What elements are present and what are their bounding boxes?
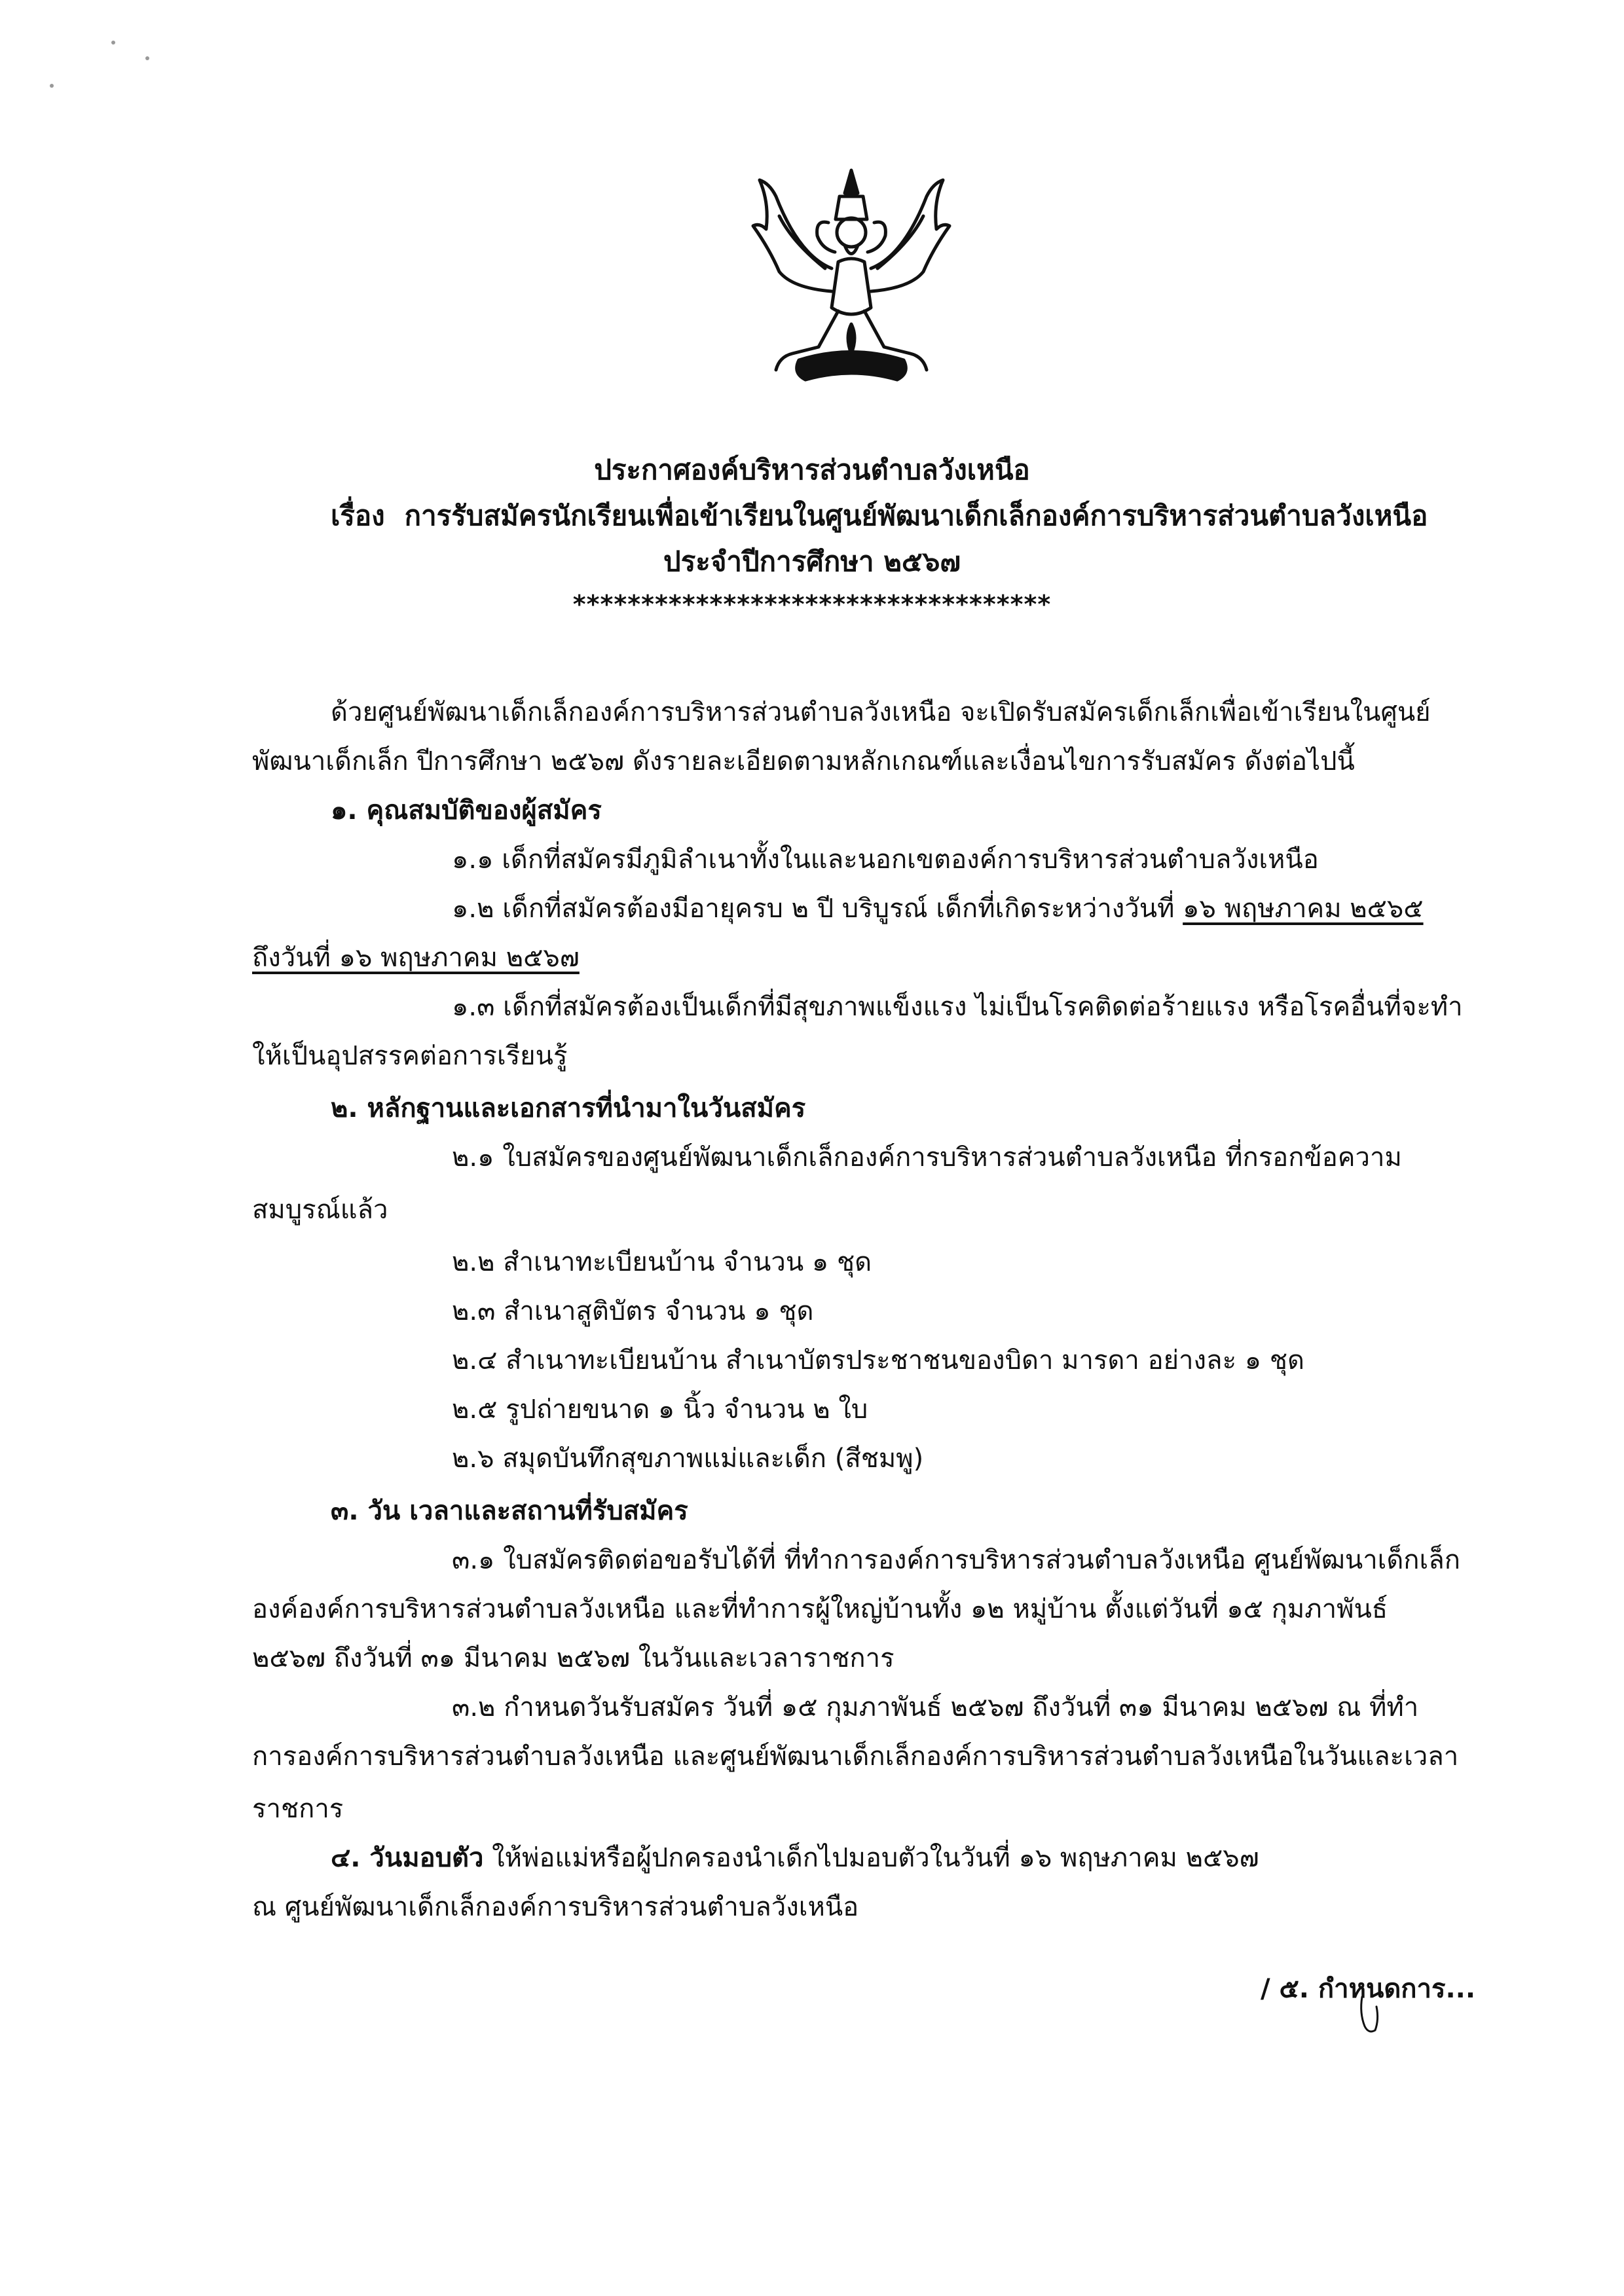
section-1-item-2-text: ๑.๒ เด็กที่สมัครต้องมีอายุครบ ๒ ปี บริบูรณ์ เด็กที่เกิดระหว่างวันที่ bbox=[452, 894, 1183, 924]
section-2-title: ๒. หลักฐานและเอกสารที่นำมาในวันสมัคร bbox=[331, 1093, 806, 1123]
subject-text: การรับสมัครนักเรียนเพื่อเข้าเรียนในศูนย์พัฒนาเด็กเล็กองค์การบริหารส่วนตำบลวังเหนือ bbox=[404, 500, 1428, 532]
section-2-item-4: ๒.๔ สำเนาทะเบียนบ้าน สำเนาบัตรประชาชนของบิดา มารดา อย่างละ ๑ ชุด bbox=[452, 1345, 1304, 1376]
section-2-item-6: ๒.๖ สมุดบันทึกสุขภาพแม่และเด็ก (สีชมพู) bbox=[452, 1444, 924, 1474]
intro-line-2: พัฒนาเด็กเล็ก ปีการศึกษา ๒๕๖๗ ดังรายละเอียดตามหลักเกณฑ์และเงื่อนไขการรับสมัคร ดังต่อไปนี้ bbox=[252, 746, 1355, 776]
academic-year: ประจำปีการศึกษา ๒๕๖๗ bbox=[663, 545, 961, 577]
section-2-item-3: ๒.๓ สำเนาสูติบัตร จำนวน ๑ ชุด bbox=[452, 1296, 814, 1326]
separator-stars: *********************************** bbox=[572, 590, 1052, 619]
scan-speck bbox=[111, 41, 115, 45]
section-3-item-1: ๓.๑ ใบสมัครติดต่อขอรับได้ที่ ที่ทำการองค์การบริหารส่วนตำบลวังเหนือ ศูนย์พัฒนาเด็กเล็ก bbox=[452, 1545, 1460, 1575]
subject-line bbox=[331, 498, 1428, 534]
section-1-item-3-cont: ให้เป็นอุปสรรคต่อการเรียนรู้ bbox=[252, 1041, 568, 1071]
section-2-item-1-cont: สมบูรณ์แล้ว bbox=[252, 1195, 388, 1225]
section-4-text: ให้พ่อแม่หรือผู้ปกครองนำเด็กไปมอบตัวในวันที่ ๑๖ พฤษภาคม ๒๕๖๗ bbox=[483, 1843, 1259, 1873]
section-1-title: ๑. คุณสมบัติของผู้สมัคร bbox=[331, 795, 602, 826]
section-3-title: ๓. วัน เวลาและสถานที่รับสมัคร bbox=[331, 1496, 688, 1526]
section-1-item-2-cont: ถึงวันที่ ๑๖ พฤษภาคม ๒๕๖๗ bbox=[252, 943, 580, 973]
initial-mark-icon bbox=[1357, 1994, 1383, 2039]
scan-speck bbox=[50, 84, 54, 88]
section-4-title: ๔. วันมอบตัว bbox=[331, 1843, 484, 1873]
intro-line-1: ด้วยศูนย์พัฒนาเด็กเล็กองค์การบริหารส่วนตำบลวังเหนือ จะเปิดรับสมัครเด็กเล็กเพื่อเข้าเรียนในศูนย์ bbox=[331, 697, 1431, 727]
section-1-item-1: ๑.๑ เด็กที่สมัครมีภูมิลำเนาทั้งในและนอกเขตองค์การบริหารส่วนตำบลวังเหนือ bbox=[452, 845, 1319, 875]
subject-label: เรื่อง bbox=[331, 500, 385, 532]
section-4-line bbox=[331, 1840, 1259, 1876]
section-3-item-2-cont-1: การองค์การบริหารส่วนตำบลวังเหนือ และศูนย์พัฒนาเด็กเล็กองค์การบริหารส่วนตำบลวังเหนือในวันและเวลา bbox=[252, 1741, 1459, 1772]
section-4-cont: ณ ศูนย์พัฒนาเด็กเล็กองค์การบริหารส่วนตำบลวังเหนือ bbox=[252, 1892, 859, 1922]
section-2-item-5: ๒.๕ รูปถ่ายขนาด ๑ นิ้ว จำนวน ๒ ใบ bbox=[452, 1394, 868, 1425]
announcement-org: ประกาศองค์บริหารส่วนตำบลวังเหนือ bbox=[594, 454, 1030, 486]
continued-marker: / ๕. กำหนดการ... bbox=[1261, 1974, 1476, 2004]
section-3-item-1-cont-2: ๒๕๖๗ ถึงวันที่ ๓๑ มีนาคม ๒๕๖๗ ในวันและเวลาราชการ bbox=[252, 1643, 895, 1673]
section-3-item-1-cont-1: องค์องค์การบริหารส่วนตำบลวังเหนือ และที่ทำการผู้ใหญ่บ้านทั้ง ๑๒ หมู่บ้าน ตั้งแต่วันที่ ๑๕ กุมภาพันธ์ bbox=[252, 1594, 1388, 1624]
scan-speck bbox=[145, 56, 149, 60]
garuda-emblem-icon bbox=[740, 157, 963, 393]
section-2-item-2: ๒.๒ สำเนาทะเบียนบ้าน จำนวน ๑ ชุด bbox=[452, 1247, 872, 1277]
section-3-item-2-cont-2: ราชการ bbox=[252, 1794, 344, 1824]
section-1-item-2-date: ๑๖ พฤษภาคม ๒๕๖๕ bbox=[1183, 894, 1424, 924]
section-3-item-2: ๓.๒ กำหนดวันรับสมัคร วันที่ ๑๕ กุมภาพันธ์ ๒๕๖๗ ถึงวันที่ ๓๑ มีนาคม ๒๕๖๗ ณ ที่ทำ bbox=[452, 1692, 1419, 1722]
section-1-item-2 bbox=[452, 890, 1424, 927]
section-2-item-1: ๒.๑ ใบสมัครของศูนย์พัฒนาเด็กเล็กองค์การบริหารส่วนตำบลวังเหนือ ที่กรอกข้อความ bbox=[452, 1142, 1402, 1173]
section-1-item-3: ๑.๓ เด็กที่สมัครต้องเป็นเด็กที่มีสุขภาพแข็งแรง ไม่เป็นโรคติดต่อร้ายแรง หรือโรคอื่นที่จะทำ bbox=[452, 992, 1463, 1022]
